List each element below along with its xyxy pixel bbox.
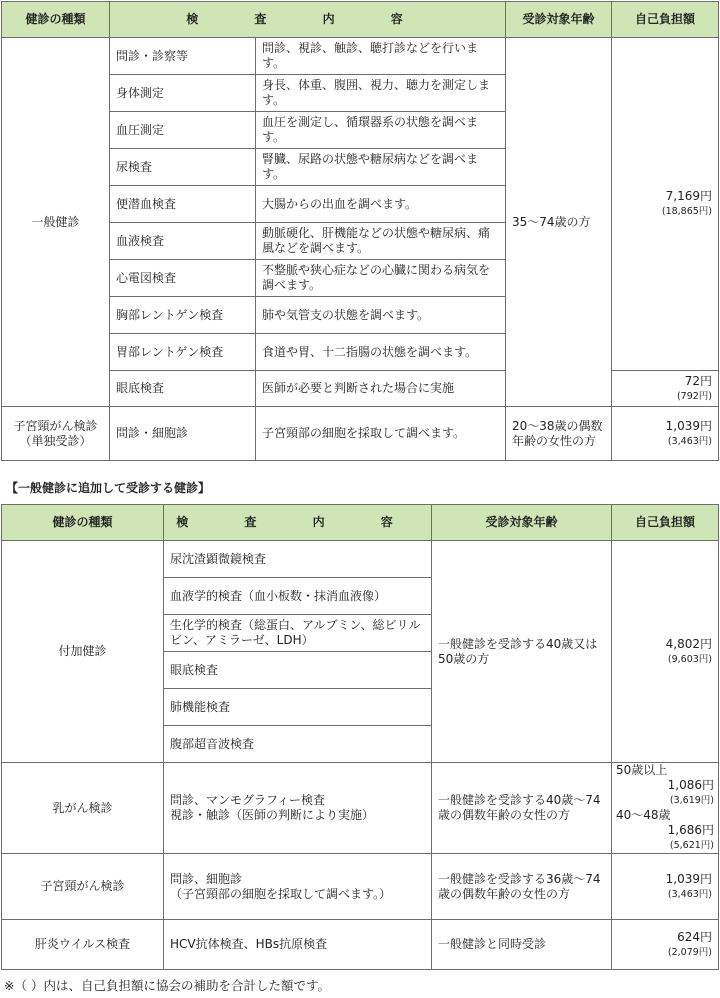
price-total: (18,865円) <box>661 206 713 217</box>
table-row <box>2 371 719 407</box>
price: 4,802円 <box>665 636 712 651</box>
table-row <box>2 763 719 854</box>
header-content: 検 査 内 容 <box>110 2 506 38</box>
exam-description: 問診、細胞診 （子宮頸部の細胞を採取して調べます。） <box>164 854 432 920</box>
target-age: 35～74歳の方 <box>506 38 612 407</box>
target-age: 一般健診を受診する40歳又は50歳の方 <box>432 541 612 763</box>
header-price: 自己負担額 <box>612 505 719 541</box>
price-cell <box>612 920 719 970</box>
exam-item: 血圧測定 <box>110 112 256 149</box>
exam-description: 動脈硬化、肝機能などの状態や糖尿病、痛風などを調べます。 <box>256 223 506 260</box>
table-row <box>2 38 719 75</box>
price-cell <box>612 763 719 854</box>
price: 624円 <box>677 929 712 944</box>
exam-description: 問診、視診、触診、聴打診などを行います。 <box>256 38 506 75</box>
header-type: 健診の種類 <box>2 505 164 541</box>
exam-item: 眼底検査 <box>164 652 432 689</box>
header-age: 受診対象年齢 <box>506 2 612 38</box>
table-row <box>2 920 719 970</box>
price-cell <box>612 38 719 371</box>
additional-checkup-table <box>1 504 719 970</box>
exam-description: 子宮頸部の細胞を採取して調べます。 <box>256 407 506 461</box>
age-label-50: 50歳以上 <box>616 763 668 777</box>
exam-description: 食道や胃、十二指腸の状態を調べます。 <box>256 334 506 371</box>
price: 72円 <box>684 373 713 388</box>
exam-item: 尿検査 <box>110 149 256 186</box>
exam-item: 生化学的検査（総蛋白、アルブミン、総ビリルビン、アミラーゼ、LDH） <box>164 615 432 652</box>
age-label-40: 40～48歳 <box>616 808 671 822</box>
checkup-type: 一般健診 <box>2 38 110 407</box>
price-total: (2,079円) <box>667 946 712 958</box>
price-total: (3,619円) <box>669 795 714 806</box>
header-price: 自己負担額 <box>612 2 719 38</box>
target-age: 一般健診を受診する40歳～74歳の偶数年齢の女性の方 <box>432 763 612 854</box>
price-total: (9,603円) <box>667 653 712 665</box>
exam-description: 血圧を測定し、循環器系の状態を調べます。 <box>256 112 506 149</box>
checkup-type: 子宮頸がん検診 <box>2 854 164 920</box>
exam-item: 血液学的検査（血小板数・抹消血液像） <box>164 578 432 615</box>
table-row <box>2 407 719 461</box>
price: 7,169円 <box>665 189 713 203</box>
exam-item: 問診・診察等 <box>110 38 256 75</box>
price: 1,686円 <box>667 823 714 837</box>
exam-item: 肺機能検査 <box>164 689 432 726</box>
exam-description: HCV抗体検査、HBs抗原検査 <box>164 920 432 970</box>
header-age: 受診対象年齢 <box>432 505 612 541</box>
price: 1,039円 <box>665 871 712 886</box>
target-age: 一般健診を受診する36歳～74歳の偶数年齢の女性の方 <box>432 854 612 920</box>
header-type: 健診の種類 <box>2 2 110 38</box>
price-total: (5,621円) <box>669 840 714 851</box>
exam-description: 大腸からの出血を調べます。 <box>256 186 506 223</box>
price: 1,039円 <box>665 418 713 433</box>
checkup-type: 付加健診 <box>2 541 164 763</box>
checkup-type: 肝炎ウイルス検査 <box>2 920 164 970</box>
price-total: (3,463円) <box>667 435 713 447</box>
exam-description: 問診、マンモグラフィー検査 視診・触診（医師の判断により実施） <box>164 763 432 854</box>
price-cell <box>612 407 719 461</box>
exam-item: 血液検査 <box>110 223 256 260</box>
exam-item: 心電図検査 <box>110 260 256 297</box>
table-row <box>2 854 719 920</box>
exam-description: 身長、体重、腹囲、視力、聴力を測定します。 <box>256 75 506 112</box>
header-content: 検 査 内 容 <box>164 505 432 541</box>
exam-item: 身体測定 <box>110 75 256 112</box>
section-heading: 【一般健診に追加して受診する健診】 <box>6 481 211 495</box>
price: 1,086円 <box>667 778 714 792</box>
target-age: 一般健診と同時受診 <box>432 920 612 970</box>
exam-item: 腹部超音波検査 <box>164 726 432 763</box>
exam-description: 肺や気管支の状態を調べます。 <box>256 297 506 334</box>
table-header-row <box>2 2 719 38</box>
exam-description: 医師が必要と判断された場合に実施 <box>256 371 506 407</box>
exam-item: 眼底検査 <box>110 371 256 407</box>
general-checkup-table <box>1 1 719 461</box>
checkup-type: 乳がん検診 <box>2 763 164 854</box>
exam-item: 尿沈渣顕微鏡検査 <box>164 541 432 578</box>
price-cell <box>612 854 719 920</box>
table-header-row <box>2 505 719 541</box>
price-total: (3,463円) <box>667 888 712 900</box>
exam-description: 腎臓、尿路の状態や糖尿病などを調べます。 <box>256 149 506 186</box>
price-cell <box>612 371 719 407</box>
checkup-type: 子宮頸がん検診 （単独受診） <box>2 407 110 461</box>
exam-item: 便潜血検査 <box>110 186 256 223</box>
exam-item: 胸部レントゲン検査 <box>110 297 256 334</box>
target-age: 20～38歳の偶数年齢の女性の方 <box>506 407 612 461</box>
footnote: ※（ ）内は、自己負担額に協会の補助を合計した額です。 <box>4 978 330 993</box>
exam-description: 不整脈や狭心症などの心臓に関わる病気を調べます。 <box>256 260 506 297</box>
price-total: (792円) <box>676 390 713 402</box>
table-row <box>2 541 719 578</box>
exam-item: 問診・細胞診 <box>110 407 256 461</box>
price-cell <box>612 541 719 763</box>
exam-item: 胃部レントゲン検査 <box>110 334 256 371</box>
